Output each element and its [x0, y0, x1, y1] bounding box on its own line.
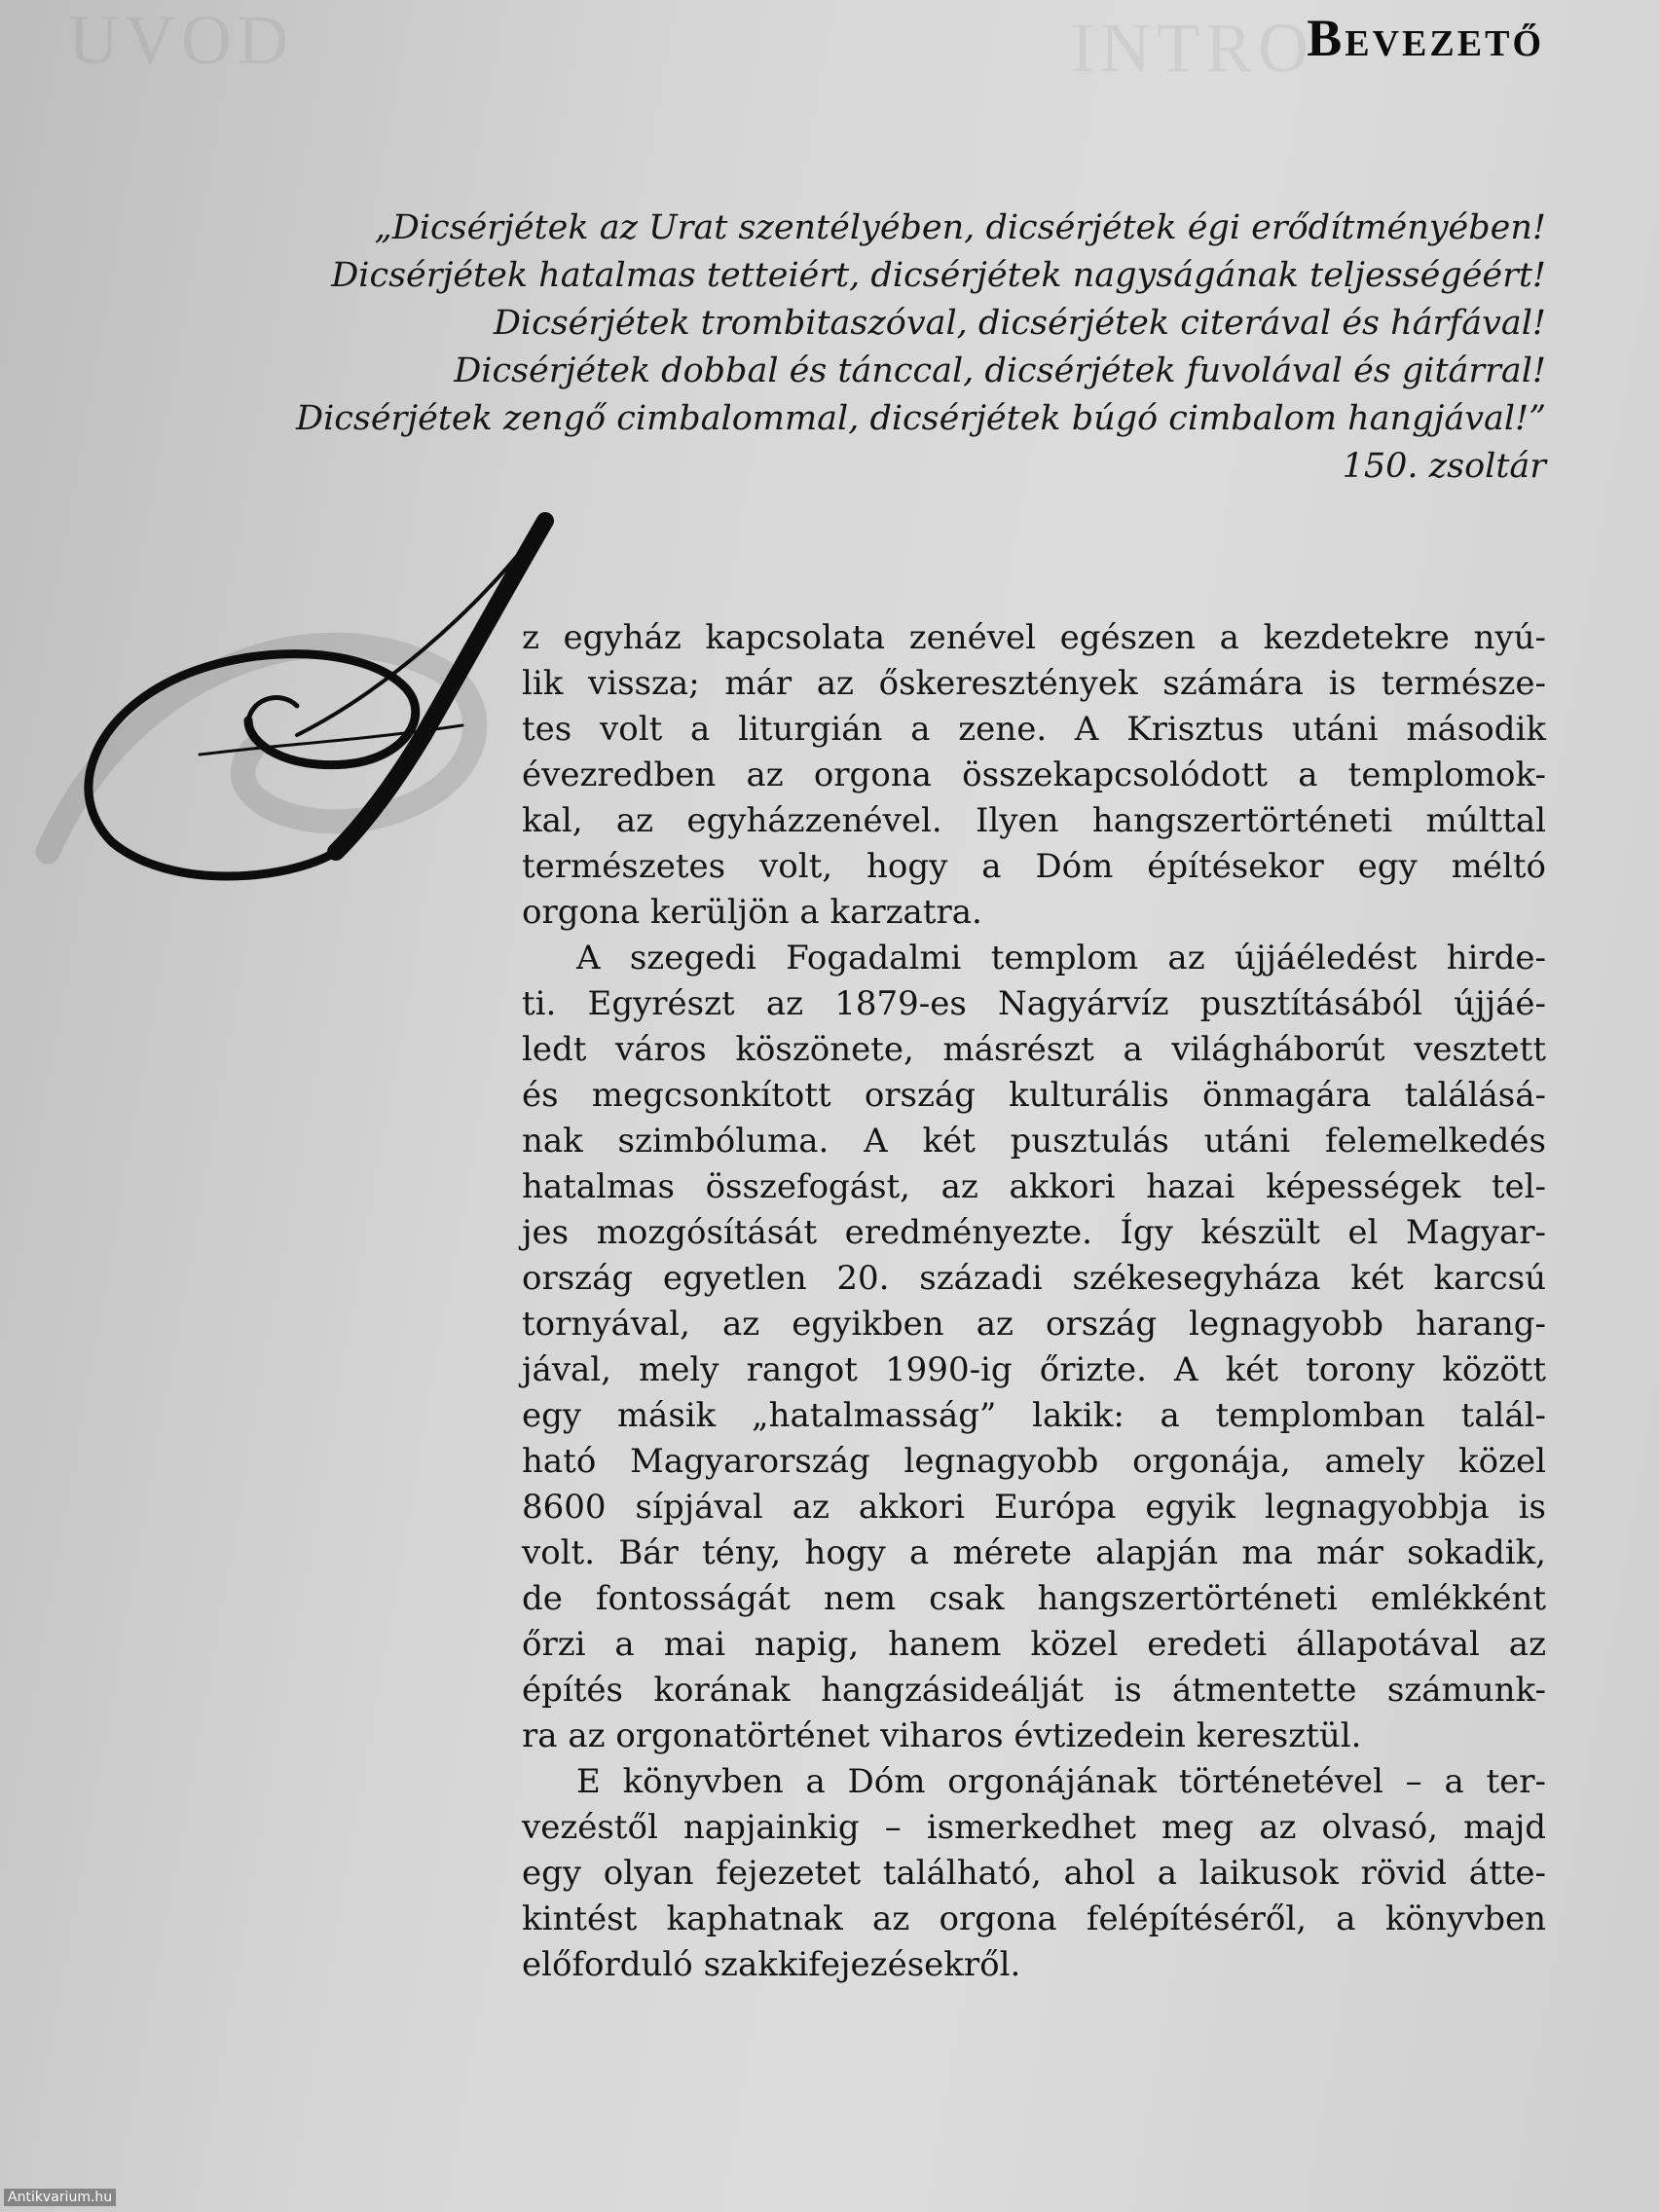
body-line: orgona kerüljön a karzatra. — [522, 893, 982, 932]
psalm-quote — [183, 204, 1546, 491]
body-paragraphs — [522, 615, 1546, 1988]
body-line: nak szimbóluma. A két pusztulás utáni felemelkedés — [522, 1122, 1546, 1161]
quote-line: Dicsérjétek trombitaszóval, dicsérjétek citerával és hárfával! — [493, 304, 1546, 343]
quote-line: Dicsérjétek hatalmas tetteiért, dicsérjétek nagyságának teljességéért! — [331, 256, 1546, 295]
body-line: ország egyetlen 20. századi székesegyháza két karcsú — [522, 1259, 1546, 1298]
quote-line: „Dicsérjétek az Urat szentélyében, dicsérjétek égi erődítményében! — [374, 208, 1546, 247]
background-bleedthrough-left: UVOD — [68, 1, 294, 79]
body-line: természetes volt, hogy a Dóm építésekor egy méltó — [522, 847, 1546, 886]
quote-source: 150. zsoltár — [1342, 447, 1546, 486]
body-line: A szegedi Fogadalmi templom az újjáéledést hirde- — [576, 939, 1546, 977]
body-line: jával, mely rangot 1990-ig őrizte. A két torony között — [522, 1350, 1546, 1389]
background-bleedthrough-right: INTRO — [1071, 9, 1314, 87]
body-line: őrzi a mai napig, hanem közel eredeti állapotával az — [522, 1625, 1546, 1664]
body-line: lik vissza; már az őskeresztények számára is természe- — [522, 664, 1546, 703]
body-line: de fontosságát nem csak hangszertörténeti emlékként — [522, 1579, 1546, 1618]
body-line: és megcsonkított ország kulturális önmagára találásá- — [522, 1076, 1546, 1115]
body-line: kal, az egyházzenével. Ilyen hangszertörténeti múlttal — [522, 801, 1546, 840]
body-line: ti. Egyrészt az 1879-es Nagyárvíz pusztításából újjáé- — [522, 984, 1546, 1023]
body-line: évezredben az orgona összekapcsolódott a templomok- — [522, 756, 1546, 794]
quote-line: Dicsérjétek dobbal és tánccal, dicsérjétek fuvolával és gitárral! — [454, 351, 1546, 390]
body-line: vezéstől napjainkig – ismerkedhet meg az olvasó, majd — [522, 1808, 1546, 1847]
body-line: E könyvben a Dóm orgonájának történetével – a ter- — [576, 1762, 1546, 1801]
body-line: z egyház kapcsolata zenével egészen a kezdetekre nyú- — [522, 618, 1546, 657]
page-title: Bevezető — [1307, 9, 1544, 67]
body-line: tornyával, az egyikben az ország legnagyobb harang- — [522, 1305, 1546, 1344]
body-line: volt. Bár tény, hogy a mérete alapján ma már sokadik, — [522, 1533, 1546, 1572]
body-line: ledt város köszönete, másrészt a világháborút vesztett — [522, 1030, 1546, 1069]
watermark-label: Antikvarium.hu — [4, 2189, 116, 2206]
body-line: kintést kaphatnak az orgona felépítéséről, a könyvben — [522, 1899, 1546, 1938]
body-line: tes volt a liturgián a zene. A Krisztus utáni második — [522, 710, 1546, 749]
body-line: előforduló szakkifejezésekről. — [522, 1945, 1021, 1984]
body-line: jes mozgósítását eredményezte. Így készült el Magyar- — [522, 1213, 1546, 1252]
body-line: 8600 sípjával az akkori Európa egyik legnagyobbja is — [522, 1488, 1546, 1527]
body-line: egy másik „hatalmasság” lakik: a templomban talál- — [522, 1396, 1546, 1435]
body-line: egy olyan fejezetet található, ahol a laikusok rövid átte- — [522, 1854, 1546, 1893]
quote-line: Dicsérjétek zengő cimbalommal, dicsérjétek búgó cimbalom hangjával!” — [296, 399, 1546, 438]
body-line: ra az orgonatörténet viharos évtizedein keresztül. — [522, 1716, 1362, 1755]
body-line: ható Magyarország legnagyobb orgonája, amely közel — [522, 1442, 1546, 1481]
dropcap-ornament — [54, 501, 560, 891]
body-line: hatalmas összefogást, az akkori hazai képességek tel- — [522, 1167, 1546, 1206]
body-line: építés korának hangzásideálját is átmentette számunk- — [522, 1671, 1546, 1710]
